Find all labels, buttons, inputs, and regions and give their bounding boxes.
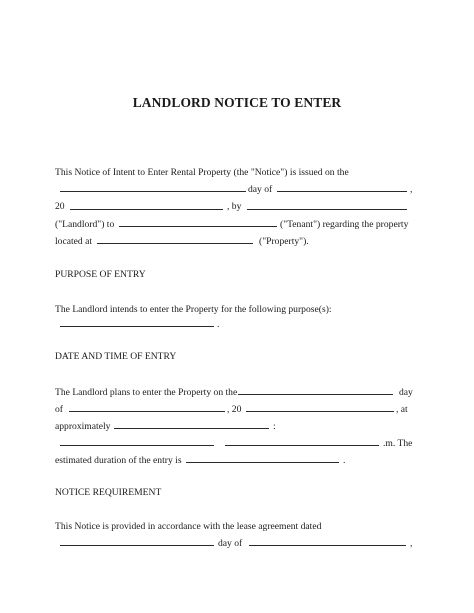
lease-text: This Notice is provided in accordance with the lease agreement dated	[55, 521, 322, 532]
document-title: LANDLORD NOTICE TO ENTER	[132, 95, 342, 110]
purpose-text: The Landlord intends to enter the Property for the following purpose(s):	[55, 304, 332, 315]
of-label: of	[55, 404, 63, 415]
duration-period: .	[343, 455, 346, 466]
issue-day-field[interactable]	[60, 191, 246, 192]
landlord-to-label: ("Landlord") to	[55, 219, 115, 230]
purpose-period: .	[217, 319, 220, 330]
duration-field[interactable]	[186, 462, 339, 463]
lease-day-field[interactable]	[60, 545, 214, 546]
purpose-heading: PURPOSE OF ENTRY	[55, 269, 146, 280]
entry-minute-field[interactable]	[60, 445, 214, 446]
colon-label: :	[273, 421, 276, 432]
purpose-field[interactable]	[60, 326, 214, 327]
issue-month-field[interactable]	[277, 191, 407, 192]
entry-date-text: The Landlord plans to enter the Property on the	[55, 387, 238, 398]
m-the-label: .m. The	[383, 438, 413, 449]
landlord-name-field[interactable]	[247, 209, 407, 210]
located-at-label: located at	[55, 236, 93, 247]
approximately-label: approximately	[55, 421, 111, 432]
entry-year-field[interactable]	[246, 411, 394, 412]
entry-ampm-field[interactable]	[225, 445, 379, 446]
lease-day-of-label: day of	[218, 538, 243, 549]
lease-comma-label: ,	[410, 538, 413, 549]
tenant-regarding-label: ("Tenant") regarding the property	[280, 219, 409, 230]
comma-label: ,	[410, 184, 413, 195]
entry-hour-field[interactable]	[114, 428, 269, 429]
tenant-name-field[interactable]	[119, 226, 277, 227]
year-prefix-label: 20	[55, 201, 65, 212]
notice-heading: NOTICE REQUIREMENT	[55, 487, 162, 498]
entry-month-field[interactable]	[69, 411, 225, 412]
issue-year-field[interactable]	[70, 209, 223, 210]
property-label: ("Property").	[259, 236, 309, 247]
duration-text: estimated duration of the entry is	[55, 455, 182, 466]
day-of-label: day of	[248, 184, 273, 195]
intro-text: This Notice of Intent to Enter Rental Property (the "Notice") is issued on the	[55, 167, 349, 178]
at-label: , at	[396, 404, 408, 415]
entry-day-field[interactable]	[238, 394, 393, 395]
property-address-field[interactable]	[97, 243, 253, 244]
year-label: , 20	[227, 404, 242, 415]
datetime-heading: DATE AND TIME OF ENTRY	[55, 351, 177, 362]
by-label: , by	[227, 201, 242, 212]
lease-month-field[interactable]	[249, 545, 406, 546]
day-label: day	[399, 387, 413, 398]
